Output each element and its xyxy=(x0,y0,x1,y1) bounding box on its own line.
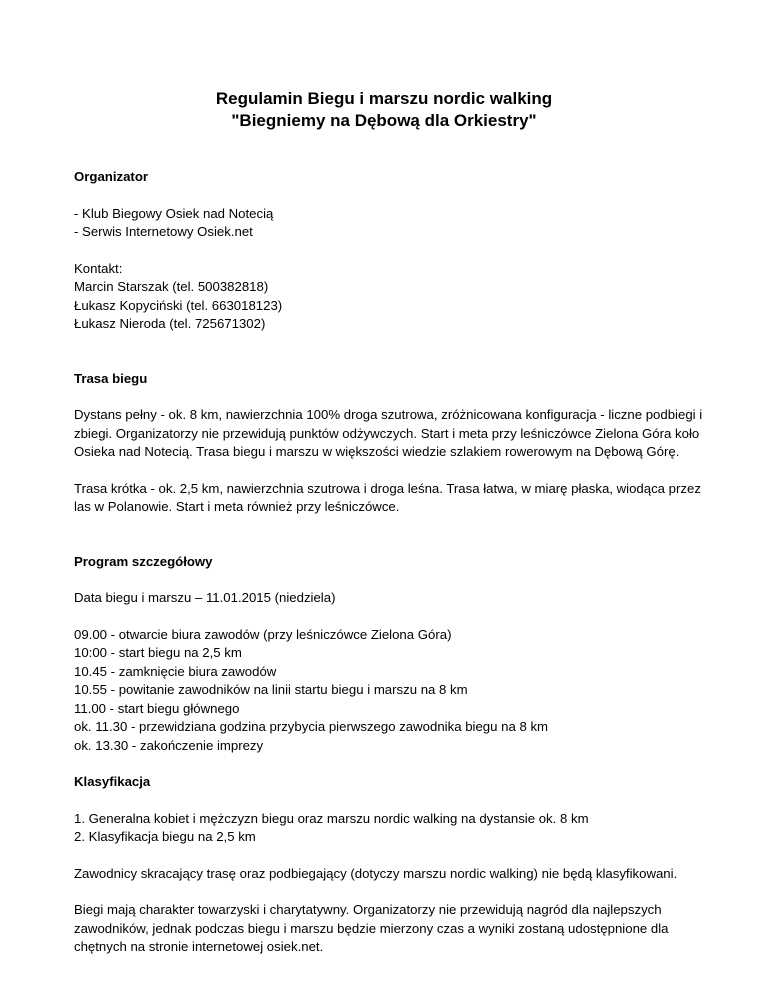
route-full-line: zbiegi. Organizatorzy nie przewidują punktów odżywczych. Start i meta przy leśniczówce Zielona Góra koło xyxy=(74,425,700,441)
classification-item: 1. Generalna kobiet i mężczyzn biegu oraz marszu nordic walking na dystansie ok. 8 km xyxy=(74,810,589,826)
character-line: Biegi mają charakter towarzyski i charytatywny. Organizatorzy nie przewidują nagród dla najlepszych xyxy=(74,902,662,917)
organizer-item: - Serwis Internetowy Osiek.net xyxy=(74,224,253,239)
schedule-item: ok. 13.30 - zakończenie imprezy xyxy=(74,737,264,753)
classification-list xyxy=(74,810,694,847)
contact-block xyxy=(74,260,694,334)
character-line: chętnych na stronie internetowej osiek.net. xyxy=(74,939,324,954)
character-paragraph xyxy=(74,901,694,957)
organizer-heading: Organizator xyxy=(74,169,149,184)
route-short-line: Trasa krótka - ok. 2,5 km, nawierzchnia szutrowa i droga leśna. Trasa łatwa, w miarę płaska, wiodąca przez xyxy=(74,480,701,496)
title-line-1: Regulamin Biegu i marszu nordic walking xyxy=(215,89,553,108)
contact-person: Marcin Starszak (tel. 500382818) xyxy=(74,279,269,294)
contact-person: Łukasz Nieroda (tel. 725671302) xyxy=(74,316,266,331)
schedule-item: 10.55 - powitanie zawodników na linii startu biegu i marszu na 8 km xyxy=(74,682,468,697)
route-full-paragraph xyxy=(74,406,703,462)
route-short-line: las w Polanowie. Start i meta również przy leśniczówce. xyxy=(74,499,400,514)
organizer-item: - Klub Biegowy Osiek nad Notecią xyxy=(74,205,274,221)
contact-person: Łukasz Kopyciński (tel. 663018123) xyxy=(74,297,283,313)
classification-note: Zawodnicy skracający trasę oraz podbiegający (dotyczy marszu nordic walking) nie będą klasyfikowani. xyxy=(74,865,678,881)
classification-item: 2. Klasyfikacja biegu na 2,5 km xyxy=(74,829,256,844)
route-full-line: Osieka nad Notecią. Trasa biegu i marszu w większości wiedzie szlakiem rowerowym na Dębową Górę. xyxy=(74,444,680,459)
schedule-item: ok. 11.30 - przewidziana godzina przybycia pierwszego zawodnika biegu na 8 km xyxy=(74,719,549,734)
character-line: zawodników, jednak podczas biegu i marszu będzie mierzony czas a wyniki zostaną udostępnione dla xyxy=(74,920,669,936)
schedule-item: 10:00 - start biegu na 2,5 km xyxy=(74,645,242,660)
schedule-item: 09.00 - otwarcie biura zawodów (przy leśniczówce Zielona Góra) xyxy=(74,626,452,642)
program-heading: Program szczegółowy xyxy=(74,553,213,569)
route-heading: Trasa biegu xyxy=(74,370,148,386)
route-full-line: Dystans pełny - ok. 8 km, nawierzchnia 100% droga szutrowa, zróżnicowana konfiguracja - liczne podbiegi i xyxy=(74,407,703,422)
schedule-item: 11.00 - start biegu głównego xyxy=(74,700,240,716)
document-title xyxy=(74,88,694,132)
program-date: Data biegu i marszu – 11.01.2015 (niedziela) xyxy=(74,590,336,605)
document-page xyxy=(74,88,703,957)
title-line-2: "Biegniemy na Dębową dla Orkiestry" xyxy=(231,111,537,130)
schedule-item: 10.45 - zamknięcie biura zawodów xyxy=(74,663,277,679)
organizer-list xyxy=(74,205,694,242)
contact-label: Kontakt: xyxy=(74,260,123,276)
classification-heading: Klasyfikacja xyxy=(74,774,151,789)
route-short-paragraph xyxy=(74,480,701,517)
schedule-list xyxy=(74,626,694,756)
